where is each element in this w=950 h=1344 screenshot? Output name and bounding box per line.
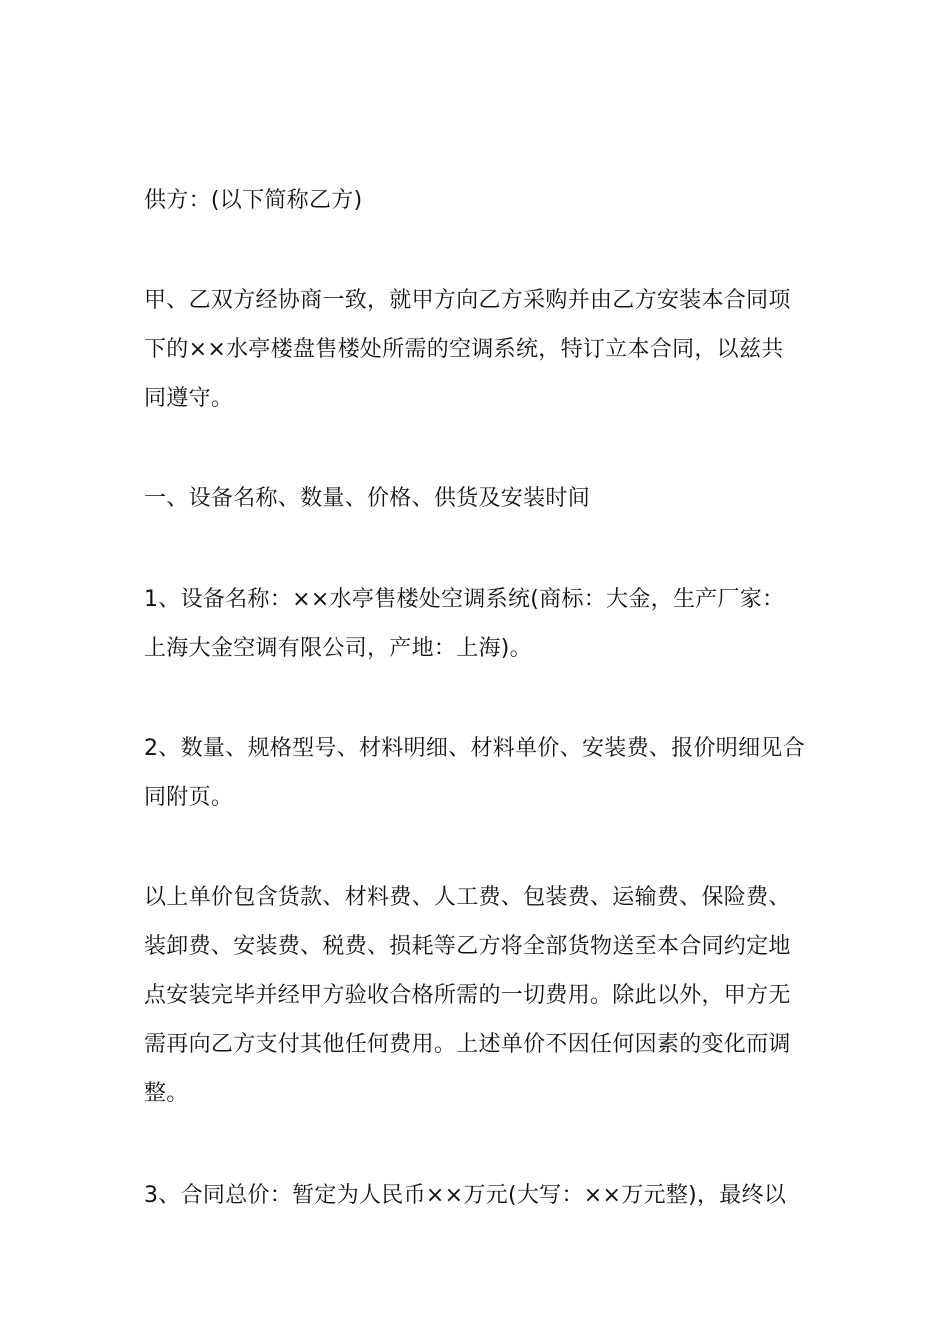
item3-line: 3、合同总价：暂定为人民币××万元(大写：××万元整)，最终以 xyxy=(144,1183,787,1208)
supplier-text: 供方：(以下简称乙方) xyxy=(144,188,363,213)
item2-line: 2、数量、规格型号、材料明细、材料单价、安装费、报价明细见合 xyxy=(144,736,805,761)
section1-heading-text: 一、设备名称、数量、价格、供货及安装时间 xyxy=(144,486,591,511)
intro-line: 下的××水亭楼盘售楼处所需的空调系统，特订立本合同，以兹共 xyxy=(144,337,784,362)
item1-line: 1、设备名称：××水亭售楼处空调系统(商标：大金，生产厂家： xyxy=(144,587,785,612)
price-note-line: 点安装完毕并经甲方验收合格所需的一切费用。除此以外，甲方无 xyxy=(144,983,791,1008)
item1-line: 上海大金空调有限公司，产地：上海)。 xyxy=(144,636,532,661)
item1-paragraph xyxy=(144,575,812,673)
supplier-line xyxy=(144,176,812,225)
intro-paragraph xyxy=(144,276,812,423)
intro-line: 同遵守。 xyxy=(144,386,234,411)
price-note-line: 装卸费、安装费、税费、损耗等乙方将全部货物送至本合同约定地 xyxy=(144,934,791,959)
item2-line: 同附页。 xyxy=(144,785,234,810)
intro-line: 甲、乙双方经协商一致，就甲方向乙方采购并由乙方安装本合同项 xyxy=(144,288,791,313)
item3-paragraph xyxy=(144,1171,812,1220)
price-note-paragraph xyxy=(144,873,812,1118)
section1-heading xyxy=(144,474,812,523)
price-note-line: 需再向乙方支付其他任何费用。上述单价不因任何因素的变化而调 xyxy=(144,1032,791,1057)
item2-paragraph xyxy=(144,724,812,822)
price-note-line: 整。 xyxy=(144,1081,189,1106)
price-note-line: 以上单价包含货款、材料费、人工费、包装费、运输费、保险费、 xyxy=(144,885,791,910)
